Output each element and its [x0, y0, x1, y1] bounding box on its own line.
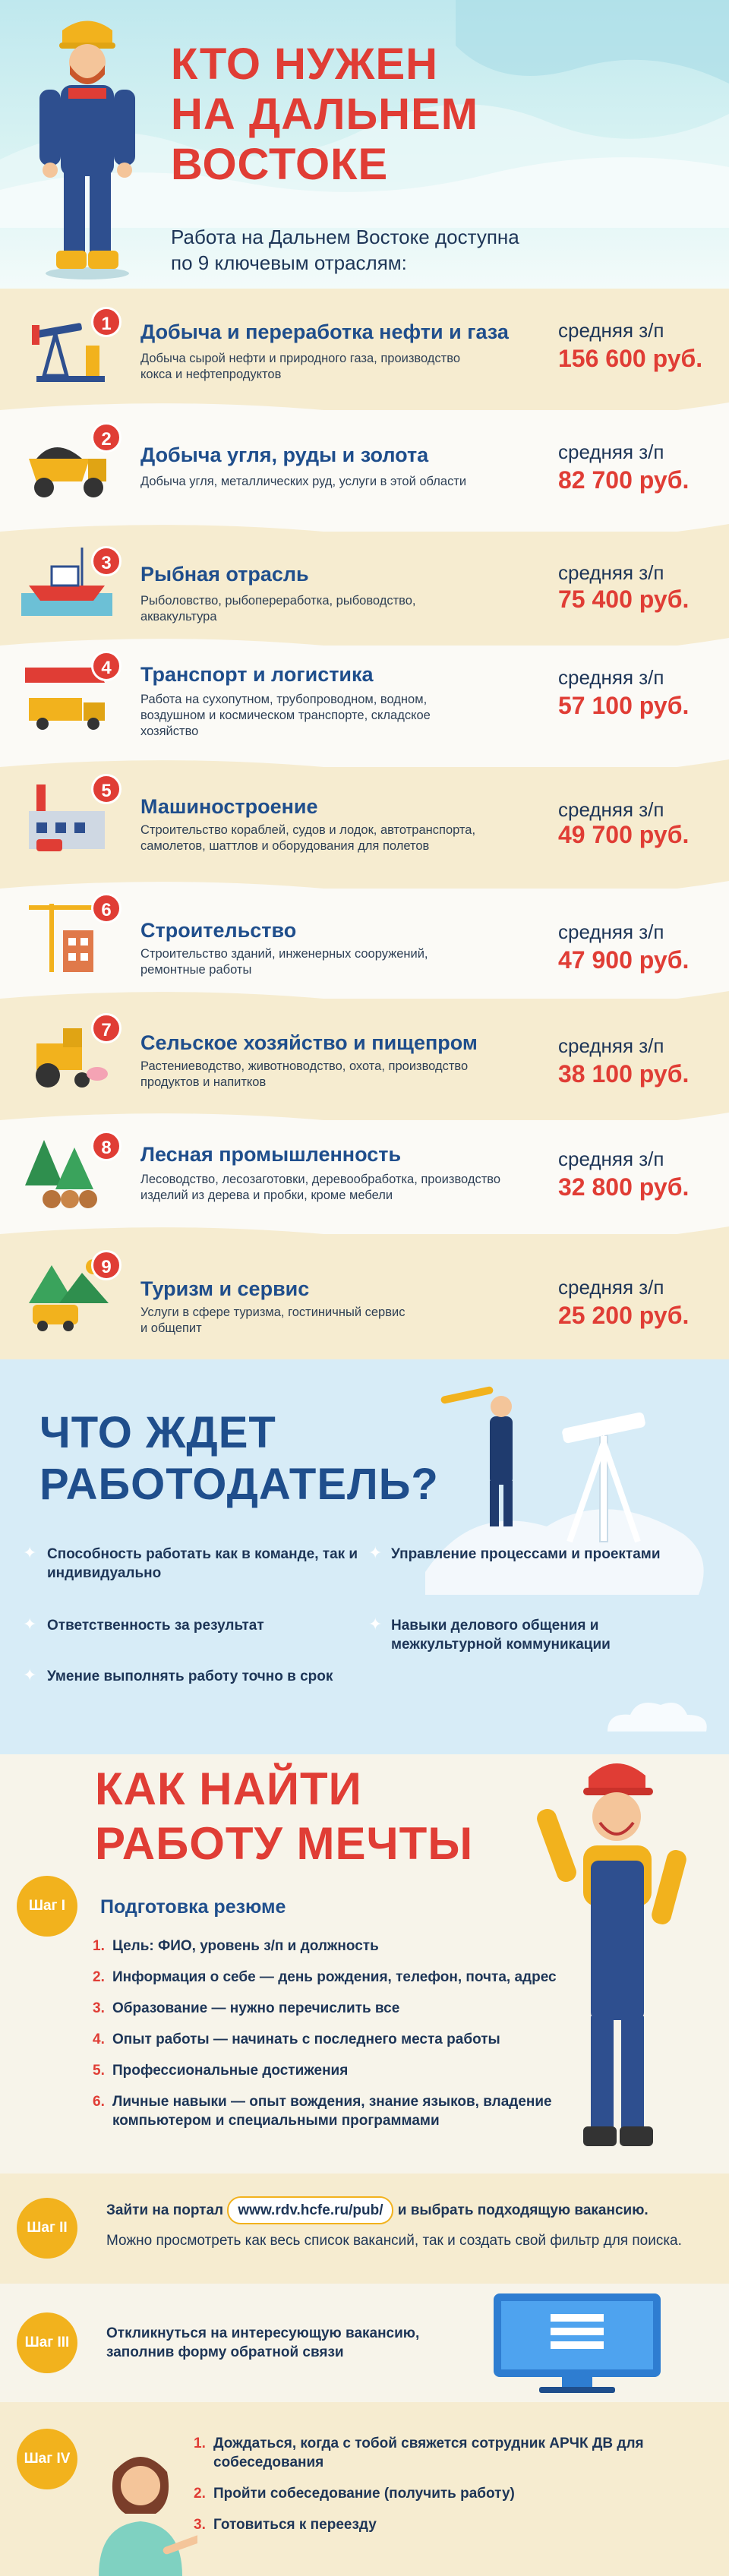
star-icon: ✦ [23, 1543, 37, 1562]
resume-item-text: Профессиональные достижения [112, 2063, 349, 2079]
resume-list-item: 4. Опыт работы — начинать с последнего места работы [93, 2031, 500, 2047]
resume-list [93, 1937, 563, 2142]
requirement-item: Умение выполнять работу точно в срок [47, 1668, 333, 1684]
sector-number-badge: 4 [91, 651, 122, 681]
sector-description: Лесоводство, лесозаготовки, деревообработка, производство изделий из дерева и пробки, кроме мебели [140, 1173, 501, 1202]
salary-label: средняя з/п [558, 319, 664, 342]
sector-description: Добыча сырой нефти и природного газа, производство кокса и нефтепродуктов [140, 352, 460, 381]
sector-title: Туризм и сервис [140, 1277, 310, 1300]
sector-number-badge: 7 [91, 1013, 122, 1043]
sector-description: Строительство зданий, инженерных сооружений, ремонтные работы [140, 947, 428, 977]
sector-description: Услуги в сфере туризма, гостиничный сервис и общепит [140, 1305, 406, 1335]
requirement-item: Управление процессами и проектами [391, 1546, 661, 1562]
resume-list-item: 1. Цель: ФИО, уровень з/п и должность [93, 1938, 379, 1954]
step-1-heading: Подготовка резюме [100, 1896, 286, 1918]
employer-title-line-1: ЧТО ЖДЕТ [39, 1408, 276, 1457]
salary-value: 75 400 руб. [558, 586, 690, 613]
resume-list-item: 6. Личные навыки — опыт вождения, знание языков, владение компьютером и специальными программами [93, 2094, 552, 2129]
resume-item-text: Информация о себе — день рождения, телефон, почта, адрес [112, 1969, 557, 1985]
step-2-badge: Шаг II [17, 2198, 77, 2259]
sector-number-badge: 1 [91, 307, 122, 337]
sector-title: Добыча и переработка нефти и газа [140, 320, 509, 343]
hr-woman-illustration [84, 2442, 197, 2576]
salary-label: средняя з/п [558, 798, 664, 821]
employer-title-line-2: РАБОТОДАТЕЛЬ? [39, 1460, 439, 1509]
step-4-item-text: Дождаться, когда с тобой свяжется сотрудник АРЧК ДВ для собеседования [213, 2436, 644, 2470]
star-icon: ✦ [23, 1665, 37, 1684]
salary-value: 25 200 руб. [558, 1302, 690, 1329]
hero-lead-line-1: Работа на Дальнем Востоке доступна [171, 226, 519, 248]
sector-description: Добыча угля, металлических руд, услуги в этой области [140, 475, 467, 488]
sector-title: Добыча угля, руды и золота [140, 444, 429, 466]
step-4-list [194, 2434, 710, 2546]
find-title-line-2: РАБОТУ МЕЧТЫ [95, 1818, 474, 1869]
sector-number-badge: 5 [91, 774, 122, 804]
sector-description: Растениеводство, животноводство, охота, производство продуктов и напитков [140, 1059, 469, 1089]
salary-label: средняя з/п [558, 1276, 664, 1299]
hero-title-line-1: КТО НУЖЕН [171, 39, 439, 89]
resume-list-item: 3. Образование — нужно перечислить все [93, 2000, 400, 2016]
sector-description: Работа на сухопутном, трубопроводном, водном, воздушном и космическом транспорте, складское хозяйство [140, 693, 431, 738]
find-title-line-1: КАК НАЙТИ [95, 1763, 362, 1814]
star-icon: ✦ [368, 1543, 383, 1562]
salary-label: средняя з/п [558, 1148, 664, 1170]
cloud-decor [600, 1694, 714, 1739]
step-2-note: Можно просмотреть как весь список вакансий, так и создать свой фильтр для поиска. [106, 2233, 682, 2249]
hero-lead-line-2: по 9 ключевым отраслям: [171, 251, 407, 274]
star-icon: ✦ [23, 1615, 37, 1634]
step-4-item-text: Готовиться к переезду [213, 2517, 377, 2533]
monitor-form-icon [478, 2290, 706, 2396]
resume-list-item: 5. Профессиональные достижения [93, 2063, 349, 2079]
salary-value: 156 600 руб. [558, 345, 703, 372]
salary-label: средняя з/п [558, 440, 664, 463]
sector-number-badge: 8 [91, 1131, 122, 1161]
salary-value: 57 100 руб. [558, 692, 690, 719]
resume-list-item: 2. Информация о себе — день рождения, телефон, почта, адрес [93, 1969, 557, 1985]
salary-value: 47 900 руб. [558, 946, 690, 974]
resume-item-text: Личные навыки — опыт вождения, знание языков, владение компьютером и специальными программами [112, 2094, 552, 2129]
requirement-item: Способность работать как в команде, так и индивидуально [47, 1546, 358, 1581]
step-2-line [106, 2196, 714, 2224]
salary-value: 32 800 руб. [558, 1173, 690, 1201]
sector-title: Рыбная отрасль [140, 563, 309, 586]
salary-value: 38 100 руб. [558, 1060, 690, 1088]
step-4-item: 1. Дождаться, когда с тобой свяжется сотрудник АРЧК ДВ для собеседования [194, 2436, 644, 2470]
salary-label: средняя з/п [558, 1034, 664, 1057]
sector-title: Лесная промышленность [140, 1143, 402, 1166]
hero-title [171, 39, 478, 190]
step-2-text: Зайти на портал [106, 2202, 224, 2218]
sector-title: Строительство [140, 919, 297, 942]
sector-title: Машиностроение [140, 795, 318, 818]
step-3-badge: Шаг III [17, 2312, 77, 2373]
sector-number-badge: 3 [91, 546, 122, 576]
step-1-badge: Шаг I [17, 1876, 77, 1937]
step-4-item: 3. Готовиться к переезду [194, 2517, 377, 2533]
worker-illustration [23, 15, 152, 281]
step-4-badge: Шаг IV [17, 2429, 77, 2489]
step-3-text: Откликнуться на интересующую вакансию, заполнив форму обратной связи [106, 2325, 420, 2360]
find-job-title [95, 1762, 473, 1871]
step-2-section [0, 2174, 729, 2284]
hero-section [0, 0, 729, 289]
requirement-item: Ответственность за результат [47, 1618, 264, 1634]
hero-lead [171, 224, 519, 276]
resume-item-text: Цель: ФИО, уровень з/п и должность [112, 1938, 379, 1954]
step-4-item-text: Пройти собеседование (получить работу) [213, 2486, 515, 2502]
resume-item-text: Опыт работы — начинать с последнего места работы [112, 2031, 500, 2047]
sector-number-badge: 9 [91, 1250, 122, 1280]
star-icon: ✦ [368, 1615, 383, 1634]
sector-description: Рыболовство, рыбопереработка, рыбоводство, аквакультура [140, 594, 416, 623]
sector-title: Сельское хозяйство и пищепром [140, 1031, 478, 1054]
sector-description: Строительство кораблей, судов и лодок, автотранспорта, самолетов, шаттлов и оборудования для полетов [140, 823, 476, 853]
salary-label: средняя з/п [558, 666, 664, 689]
requirement-item: Навыки делового общения и межкультурной коммуникации [391, 1618, 611, 1653]
step-4-item: 2. Пройти собеседование (получить работу) [194, 2486, 515, 2502]
hero-title-line-3: ВОСТОКЕ [171, 140, 389, 189]
step-2-text-after: и выбрать подходящую вакансию. [397, 2202, 649, 2218]
employer-title [39, 1407, 439, 1511]
salary-label: средняя з/п [558, 920, 664, 943]
salary-label: средняя з/п [558, 561, 664, 584]
salary-value: 49 700 руб. [558, 821, 690, 848]
hero-title-line-2: НА ДАЛЬНЕМ [171, 90, 479, 139]
sector-title: Транспорт и логистика [140, 663, 374, 686]
salary-value: 82 700 руб. [558, 466, 690, 494]
resume-item-text: Образование — нужно перечислить все [112, 2000, 400, 2016]
sector-number-badge: 6 [91, 893, 122, 923]
sector-number-badge: 2 [91, 422, 122, 453]
portal-link[interactable]: www.rdv.hcfe.ru/pub/ [227, 2196, 393, 2224]
